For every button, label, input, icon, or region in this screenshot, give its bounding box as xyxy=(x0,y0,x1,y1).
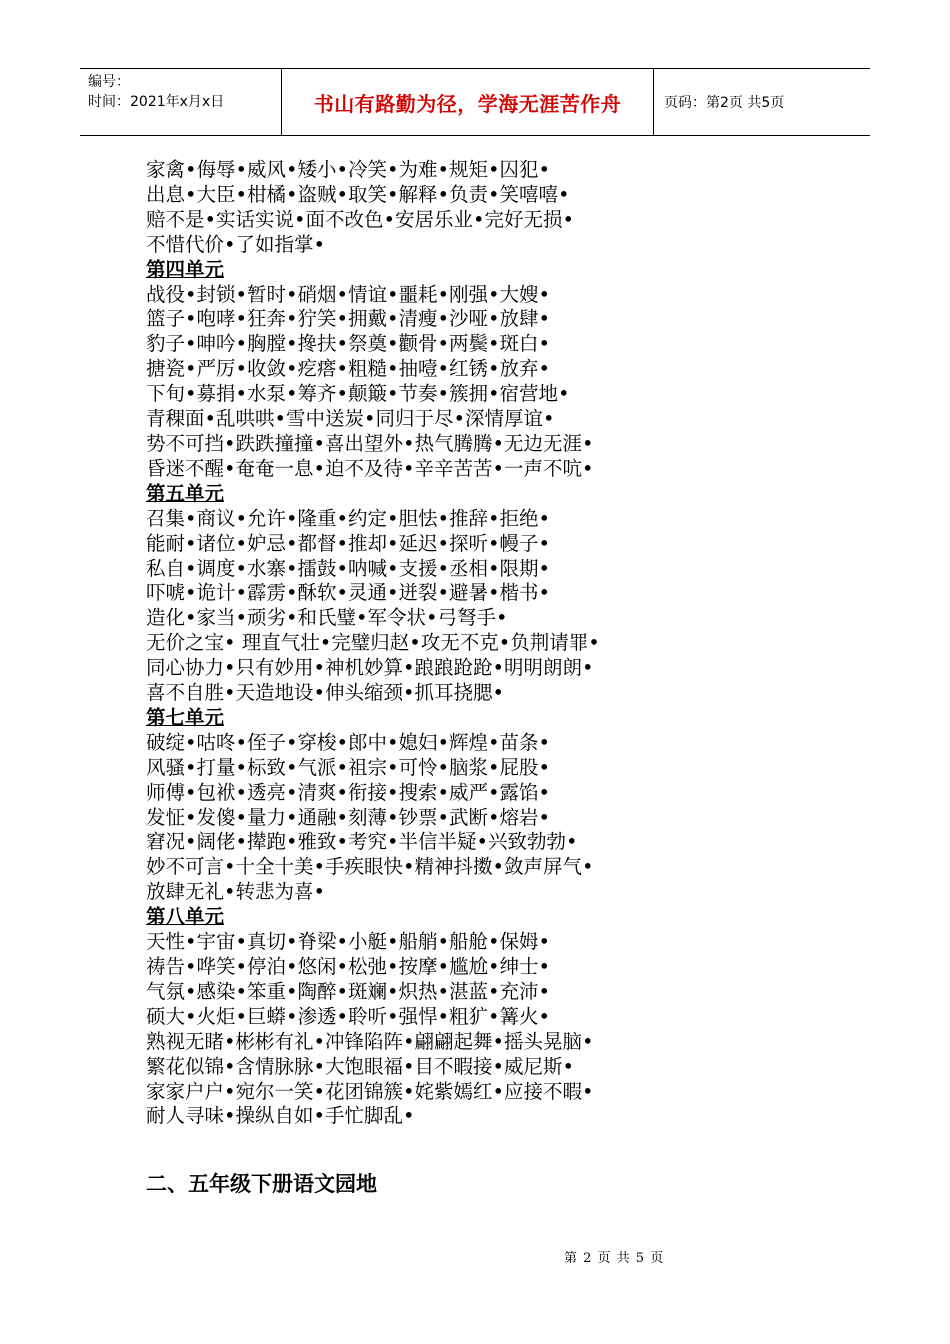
word-line: 风骚•打量•标致•气派•祖宗•可怜•脑浆•屁股• xyxy=(146,755,551,779)
word-line: 熟视无睹•彬彬有礼•冲锋陷阵•翩翩起舞•摇头晃脑• xyxy=(146,1029,594,1053)
word-line: 繁花似锦•含情脉脉•大饱眼福•目不暇接•威尼斯• xyxy=(146,1054,575,1078)
word-line: 赔不是•实话实说•面不改色•安居乐业•完好无损• xyxy=(146,207,575,231)
word-line: 造化•家当•顽劣•和氏璧•军令状•弓弩手• xyxy=(146,606,508,630)
word-line: 私自•调度•水寨•擂鼓•呐喊•支援•丞相•限期• xyxy=(146,556,551,580)
word-line: 搪瓷•严厉•收敛•疙瘩•粗糙•抽噎•红锈•放弃• xyxy=(146,357,551,381)
time-label: 时间：2021年x月x日 xyxy=(88,94,225,110)
word-line: 气氛•感染•笨重•陶醉•斑斓•炽热•湛蓝•充沛• xyxy=(146,979,551,1003)
word-line: 下旬•募捐•水泵•筹齐•颠簸•节奏•簇拥•宿营地• xyxy=(146,382,570,406)
word-line: 不惜代价•了如指掌• xyxy=(146,232,326,256)
word-line: 师傅•包袱•透亮•清爽•衔接•搜索•威严•露馅• xyxy=(146,780,551,804)
word-line: 放肆无礼•转悲为喜• xyxy=(146,880,326,904)
word-line: 势不可挡•跌跌撞撞•喜出望外•热气腾腾•无边无涯• xyxy=(146,431,594,455)
word-line: 天性•宇宙•真切•脊梁•小艇•船艄•船舱•保姆• xyxy=(146,930,551,954)
word-line: 无价之宝• 理直气壮•完璧归赵•攻无不克•负荆请罪• xyxy=(146,631,600,655)
word-line: 吓唬•诡计•霹雳•酥软•灵通•迸裂•避暑•楷书• xyxy=(146,581,551,605)
vocabulary-list xyxy=(146,158,706,1129)
word-line: 青稞面•乱哄哄•雪中送炭•同归于尽•深情厚谊• xyxy=(146,407,555,431)
word-line: 豹子•呻吟•胸膛•搀扶•祭奠•颧骨•两鬓•斑白• xyxy=(146,332,551,356)
word-line: 祷告•哗笑•停泊•悠闲•松弛•按摩•尴尬•绅士• xyxy=(146,955,551,978)
word-line: 妙不可言•十全十美•手疾眼快•精神抖擞•敛声屏气• xyxy=(146,855,594,879)
word-line: 召集•商议•允许•隆重•约定•胆怯•推辞•拒绝• xyxy=(146,506,551,530)
unit-title: 第七单元 xyxy=(146,705,225,729)
unit-title: 第八单元 xyxy=(146,905,225,929)
word-line: 家家户户•宛尔一笑•花团锦簇•姹紫嫣红•应接不暇• xyxy=(146,1079,594,1103)
word-line: 昏迷不醒•奄奄一息•迫不及待•辛辛苦苦•一声不吭• xyxy=(146,456,594,480)
word-line: 硕大•火炬•巨蟒•渗透•聆听•强悍•粗犷•篝火• xyxy=(146,1004,551,1028)
word-line: 能耐•诸位•妒忌•都督•推却•延迟•探听•幔子• xyxy=(146,531,551,555)
header-motto: 书山有路勤为径，学海无涯苦作舟 xyxy=(282,69,654,135)
number-label: 编号： xyxy=(88,74,130,90)
word-line: 破绽•咕咚•侄子•穿梭•郎中•媳妇•辉煌•苗条• xyxy=(146,730,551,754)
section-title: 二、五年级下册语文园地 xyxy=(146,1172,377,1196)
header-meta xyxy=(80,69,282,135)
word-line: 篮子•咆哮•狂奔•狞笑•拥戴•清瘦•沙哑•放肆• xyxy=(146,307,551,331)
unit-title: 第四单元 xyxy=(146,257,225,281)
word-line: 家禽•侮辱•威风•矮小•冷笑•为难•规矩•囚犯• xyxy=(146,158,551,181)
word-line: 窘况•阔佬•撵跑•雅致•考究•半信半疑•兴致勃勃• xyxy=(146,830,578,854)
word-line: 耐人寻味•操纵自如•手忙脚乱• xyxy=(146,1104,415,1128)
word-line: 战役•封锁•暂时•硝烟•情谊•噩耗•刚强•大嫂• xyxy=(146,282,551,306)
word-line: 同心协力•只有妙用•神机妙算•踉踉跄跄•明明朗朗• xyxy=(146,656,594,680)
header-page-info: 页码：第2页 共5页 xyxy=(664,95,785,111)
word-line: 喜不自胜•天造地设•伸头缩颈•抓耳挠腮• xyxy=(146,681,505,705)
page-header xyxy=(80,68,870,136)
unit-title: 第五单元 xyxy=(146,481,225,505)
word-line: 发怔•发傻•量力•通融•刻薄•钞票•武断•熔岩• xyxy=(146,805,551,829)
page-footer: 第 2 页 共 5 页 xyxy=(564,1251,665,1266)
word-line: 出息•大臣•柑橘•盗贼•取笑•解释•负责•笑嘻嘻• xyxy=(146,182,570,206)
